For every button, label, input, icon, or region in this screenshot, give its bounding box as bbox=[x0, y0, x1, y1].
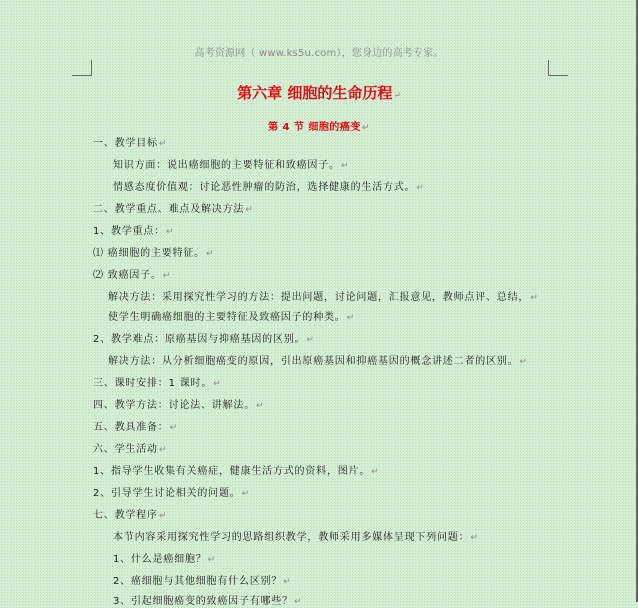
body-line: 2、引导学生讨论相关的问题。↵ bbox=[93, 488, 250, 499]
page-header: 高考资源网（ www.ks5u.com），您身边的高考专家。 bbox=[194, 48, 444, 59]
body-line: 1、教学重点：↵ bbox=[93, 226, 175, 237]
body-line: 使学生明确癌细胞的主要特征及致癌因子的种类。↵ bbox=[108, 312, 355, 323]
body-line: 本节内容采用探究性学习的思路组织教学，教师采用多媒体呈现下列问题：↵ bbox=[113, 532, 479, 543]
body-line: 六、学生活动↵ bbox=[93, 444, 168, 455]
body-line: 四、教学方法：讨论法、讲解法。↵ bbox=[93, 400, 265, 411]
body-line: 解决方法：采用探究性学习的方法：提出问题，讨论问题，汇报意见，教师点评、总结，↵ bbox=[108, 292, 539, 303]
body-line: 五、教具准备：↵ bbox=[93, 422, 178, 433]
body-line: 3、引起细胞癌变的致癌因子有哪些？↵ bbox=[113, 596, 303, 607]
body-line: 2、教学难点：原癌基因与抑癌基因的区别。↵ bbox=[93, 334, 315, 345]
body-line: ⑵ 致癌因子。↵ bbox=[93, 270, 172, 281]
chapter-title: 第六章 细胞的生命历程↵ bbox=[237, 84, 401, 102]
body-line: 七、教学程序↵ bbox=[93, 510, 168, 521]
body-line: 1、什么是癌细胞？↵ bbox=[113, 554, 216, 565]
body-line: 三、课时安排：1 课时。↵ bbox=[93, 378, 222, 389]
body-line: 情感态度价值观：讨论恶性肿瘤的防治，选择健康的生活方式。↵ bbox=[113, 182, 425, 193]
body-line: 1、指导学生收集有关癌症，健康生活方式的资料，图片。↵ bbox=[93, 466, 380, 477]
body-line: 解决方法：从分析细胞癌变的原因，引出原癌基因和抑癌基因的概念讲述二者的区别。↵ bbox=[108, 356, 528, 367]
body-line: 知识方面：说出癌细胞的主要特征和致癌因子。↵ bbox=[113, 160, 350, 171]
section-subtitle: 第 4 节 细胞的癌变↵ bbox=[268, 122, 370, 133]
body-line: 一、教学目标↵ bbox=[93, 138, 168, 149]
body-line: 2、癌细胞与其他细胞有什么区别？↵ bbox=[113, 576, 292, 587]
body-line: 二、教学重点、难点及解决方法↵ bbox=[93, 204, 254, 215]
body-line: ⑴ 癌细胞的主要特征。↵ bbox=[93, 248, 215, 259]
